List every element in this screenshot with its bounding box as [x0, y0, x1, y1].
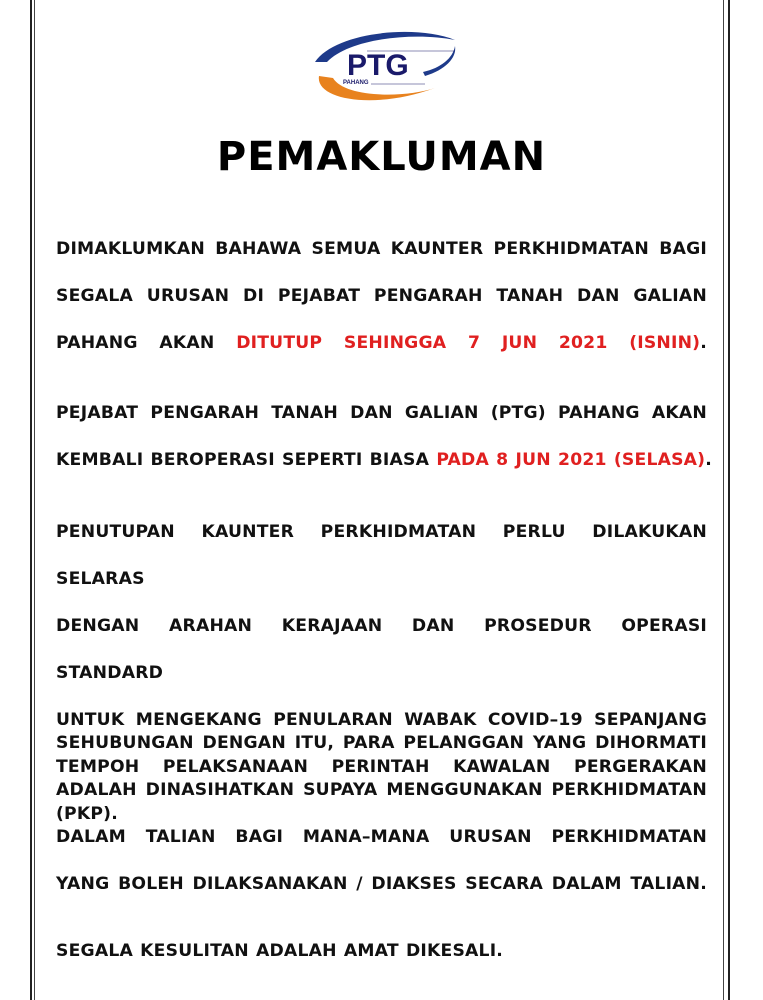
- text-segment: .: [700, 333, 707, 353]
- paragraph-line: DALAM TALIAN BAGI MANA–MANA URUSAN PERKHIDMATAN: [56, 827, 707, 847]
- paragraph-line: DIMAKLUMKAN BAHAWA SEMUA KAUNTER PERKHIDMATAN BAGI: [56, 239, 707, 259]
- page-title: PEMAKLUMAN: [216, 134, 547, 180]
- paragraph-closure-notice: [56, 226, 707, 367]
- paragraph-apology: [56, 928, 707, 975]
- paragraph-line: SEGALA KESULITAN ADALAH AMAT DIKESALI.: [56, 941, 504, 961]
- paragraph-line: UNTUK MENGEKANG PENULARAN WABAK COVID–19 SEPANJANG: [56, 710, 707, 730]
- logo-acronym: PTG: [347, 49, 409, 82]
- text-segment: KEMBALI BEROPERASI SEPERTI BIASA: [56, 450, 437, 470]
- paragraph-line: YANG BOLEH DILAKSANAKAN / DIAKSES SECARA DALAM TALIAN.: [56, 874, 707, 894]
- paragraph-reopen-notice: [56, 390, 712, 484]
- closure-date-highlight: DITUTUP SEHINGGA 7 JUN 2021 (ISNIN): [236, 333, 701, 353]
- paragraph-line: ADALAH DINASIHATKAN SUPAYA MENGGUNAKAN PERKHIDMATAN: [56, 780, 707, 800]
- paragraph-line: SEGALA URUSAN DI PEJABAT PENGARAH TANAH DAN GALIAN: [56, 286, 707, 306]
- logo-state: PAHANG: [343, 80, 369, 86]
- text-segment: PAHANG AKAN: [56, 333, 237, 353]
- paragraph-line: PENUTUPAN KAUNTER PERKHIDMATAN PERLU DILAKUKAN SELARAS: [56, 522, 707, 589]
- paragraph-line: TEMPOH PELAKSANAAN PERINTAH KAWALAN PERGERAKAN (PKP).: [56, 757, 707, 824]
- ptg-logo: [305, 18, 465, 110]
- paragraph-line: SEHUBUNGAN DENGAN ITU, PARA PELANGGAN YANG DIHORMATI: [56, 733, 707, 753]
- paragraph-line: PEJABAT PENGARAH TANAH DAN GALIAN (PTG) PAHANG AKAN: [56, 403, 707, 423]
- paragraph-online-advice: [56, 720, 707, 908]
- paragraph-line: [56, 437, 712, 484]
- paragraph-line: [56, 320, 707, 367]
- text-segment: .: [705, 450, 712, 470]
- paragraph-line: DENGAN ARAHAN KERAJAAN DAN PROSEDUR OPERASI STANDARD: [56, 616, 707, 683]
- reopen-date-highlight: PADA 8 JUN 2021 (SELASA): [436, 450, 706, 470]
